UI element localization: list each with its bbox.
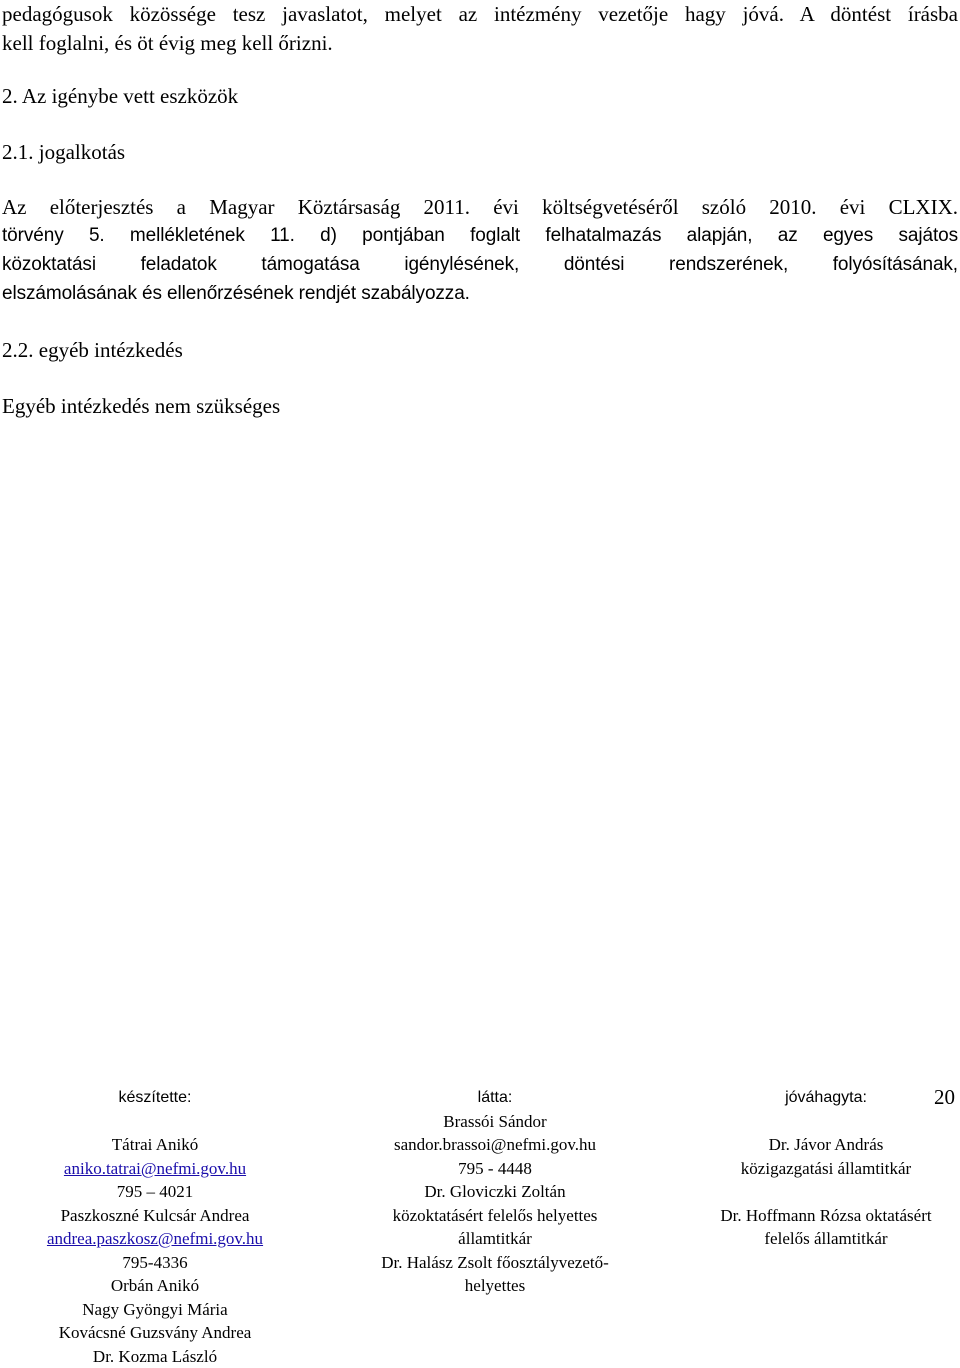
- page-number: 20: [934, 1085, 955, 1110]
- signatory-name: Dr. Jávor András: [692, 1133, 960, 1157]
- signatory-name: Dr. Gloviczki Zoltán: [340, 1180, 650, 1204]
- signatory-name: Paszkoszné Kulcsár Andrea: [15, 1204, 295, 1228]
- paragraph-line: Az előterjesztés a Magyar Köztársaság 2011. évi költségvetéséről szóló 2010. évi CLXIX.: [2, 193, 958, 221]
- column-header: készítette:: [15, 1086, 295, 1110]
- section-heading: 2. Az igénybe vett eszközök: [2, 82, 238, 110]
- subsection-heading: 2.2. egyéb intézkedés: [2, 336, 183, 364]
- paragraph-line: közoktatási feladatok támogatása igénylésének, döntési rendszerének, folyósításának,: [2, 251, 958, 279]
- phone-number: 795 - 4448: [340, 1157, 650, 1181]
- email-link[interactable]: aniko.tatrai@nefmi.gov.hu: [64, 1159, 246, 1178]
- email-link[interactable]: andrea.paszkosz@nefmi.gov.hu: [47, 1229, 263, 1248]
- signatory-name: Orbán Anikó: [15, 1274, 295, 1298]
- signature-column-prepared: [15, 1086, 295, 1368]
- signatory-title: államtitkár: [340, 1227, 650, 1251]
- paragraph-line: elszámolásának és ellenőrzésének rendjét szabályozza.: [2, 280, 470, 308]
- signature-column-approved: [692, 1086, 960, 1251]
- signatory-name: Brassói Sándor: [340, 1110, 650, 1134]
- body-line: kell foglalni, és öt évig meg kell őrizni.: [2, 29, 333, 57]
- email-text: sandor.brassoi@nefmi.gov.hu: [340, 1133, 650, 1157]
- signatory-name: Nagy Gyöngyi Mária: [15, 1298, 295, 1322]
- subsection-heading: 2.1. jogalkotás: [2, 138, 125, 166]
- signatory-title: közigazgatási államtitkár: [692, 1157, 960, 1181]
- spacer: [692, 1180, 960, 1204]
- phone-number: 795-4336: [15, 1251, 295, 1275]
- signatory-title: közoktatásért felelős helyettes: [340, 1204, 650, 1228]
- paragraph: Egyéb intézkedés nem szükséges: [2, 392, 280, 420]
- signatory-name: Kovácsné Guzsvány Andrea: [15, 1321, 295, 1345]
- signatory-name: Dr. Kozma László: [15, 1345, 295, 1368]
- signature-column-seen: [340, 1086, 650, 1298]
- signatory-title: felelős államtitkár: [692, 1227, 960, 1251]
- phone-number: 795 – 4021: [15, 1180, 295, 1204]
- signatory-name: Tátrai Anikó: [15, 1133, 295, 1157]
- column-header: jóváhagyta:: [692, 1086, 960, 1110]
- signatory-name: Dr. Hoffmann Rózsa oktatásért: [692, 1204, 960, 1228]
- column-header: látta:: [340, 1086, 650, 1110]
- signatory-name: Dr. Halász Zsolt főosztályvezető-: [340, 1251, 650, 1275]
- paragraph-line: törvény 5. mellékletének 11. d) pontjában foglalt felhatalmazás alapján, az egyes sajátos: [2, 222, 958, 250]
- body-line: pedagógusok közössége tesz javaslatot, melyet az intézmény vezetője hagy jóvá. A döntést írásba: [2, 0, 958, 28]
- spacer: [15, 1110, 295, 1134]
- signatory-title: helyettes: [340, 1274, 650, 1298]
- spacer: [692, 1110, 960, 1134]
